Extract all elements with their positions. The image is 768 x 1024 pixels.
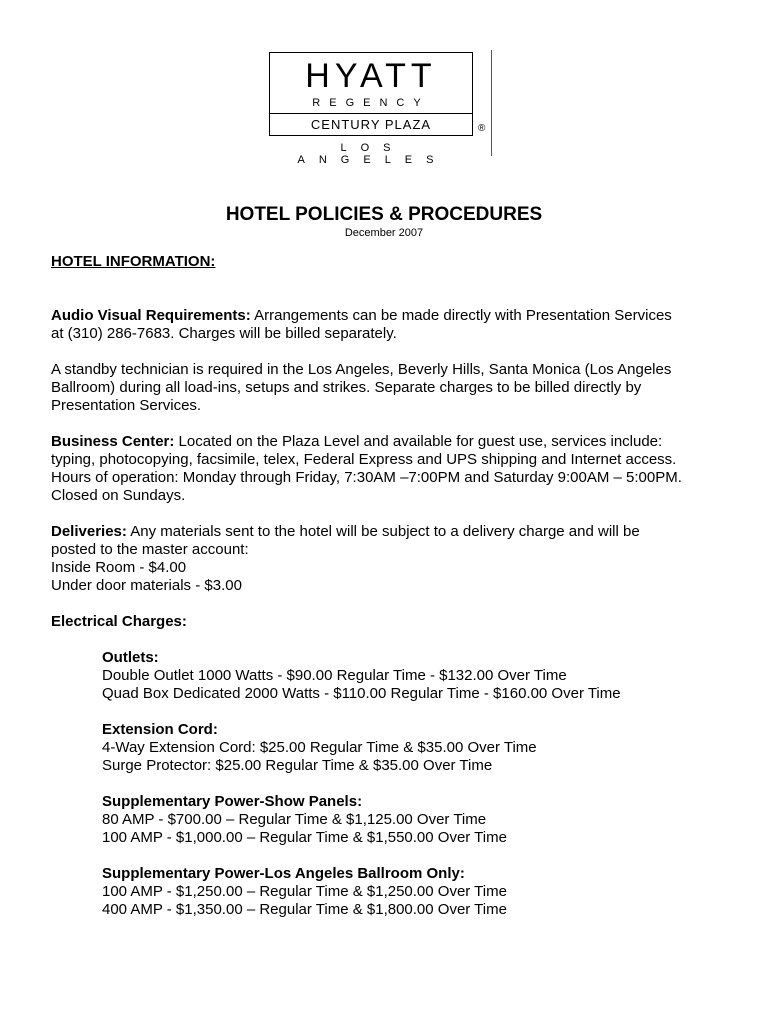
outlets-item: Quad Box Dedicated 2000 Watts - $110.00 Regular Time - $160.00 Over Time [102,685,621,702]
av-line-2: at (310) 286-7683. Charges will be billed separately. [51,325,397,342]
av-paragraph [51,307,741,325]
deliveries-label: Deliveries: [51,523,127,540]
document-date: December 2007 [344,227,424,239]
ballroom-heading: Supplementary Power-Los Angeles Ballroom Only: [102,865,465,882]
electrical-details [51,649,741,919]
logo-frame [269,52,473,136]
deliveries-line-2: posted to the master account: [51,541,249,558]
deliveries-inside: Inside Room - $4.00 [51,559,187,576]
av-text: Arrangements can be made directly with Presentation Services [250,307,672,324]
show-panels-heading: Supplementary Power-Show Panels: [102,793,363,810]
logo-divider [270,113,472,114]
outlets-item: Double Outlet 1000 Watts - $90.00 Regular Time - $132.00 Over Time [102,667,567,684]
standby-line-2: Ballroom) during all load-ins, setups and strikes. Separate charges to be billed directly by [51,379,642,396]
extension-item: Surge Protector: $25.00 Regular Time & $35.00 Over Time [102,757,493,774]
registered-mark: ® [478,123,486,134]
ballroom-item: 100 AMP - $1,250.00 – Regular Time & $1,250.00 Over Time [102,883,507,900]
extension-heading: Extension Cord: [102,721,218,738]
deliveries-text: Any materials sent to the hotel will be subject to a delivery charge and will be [126,523,640,540]
electrical-heading: Electrical Charges: [51,613,187,630]
av-label: Audio Visual Requirements: [51,307,251,324]
standby-line-3: Presentation Services. [51,397,202,414]
business-text: Located on the Plaza Level and available for guest use, services include: [174,433,663,450]
business-line-4: Closed on Sundays. [51,487,186,504]
logo-location: CENTURY PLAZA [310,117,432,132]
outlets-heading: Outlets: [102,649,159,666]
business-label: Business Center: [51,433,175,450]
logo-city: LOS ANGELES [297,142,448,166]
show-panels-item: 100 AMP - $1,000.00 – Regular Time & $1,550.00 Over Time [102,829,507,846]
deliveries-under: Under door materials - $3.00 [51,577,242,594]
document-title: HOTEL POLICIES & PROCEDURES [225,204,543,225]
business-line-3: Hours of operation: Monday through Friday, 7:30AM –7:00PM and Saturday 9:00AM – 5:00PM. [51,469,682,486]
ballroom-item: 400 AMP - $1,350.00 – Regular Time & $1,800.00 Over Time [102,901,507,918]
business-line-2: typing, photocopying, facsimile, telex, Federal Express and UPS shipping and Internet access. [51,451,677,468]
show-panels-item: 80 AMP - $700.00 – Regular Time & $1,125.00 Over Time [102,811,487,828]
document-body [51,253,741,919]
extension-item: 4-Way Extension Cord: $25.00 Regular Time & $35.00 Over Time [102,739,537,756]
logo-name: HYATT [305,57,437,95]
deliveries-paragraph [51,523,741,541]
section-heading: HOTEL INFORMATION: [51,253,216,270]
hyatt-logo [265,50,495,166]
standby-line-1: A standby technician is required in the Los Angeles, Beverly Hills, Santa Monica (Los Angeles [51,361,672,378]
logo-brand: REGENCY [312,97,430,109]
logo-vertical-rule [491,50,492,156]
business-paragraph [51,433,741,451]
